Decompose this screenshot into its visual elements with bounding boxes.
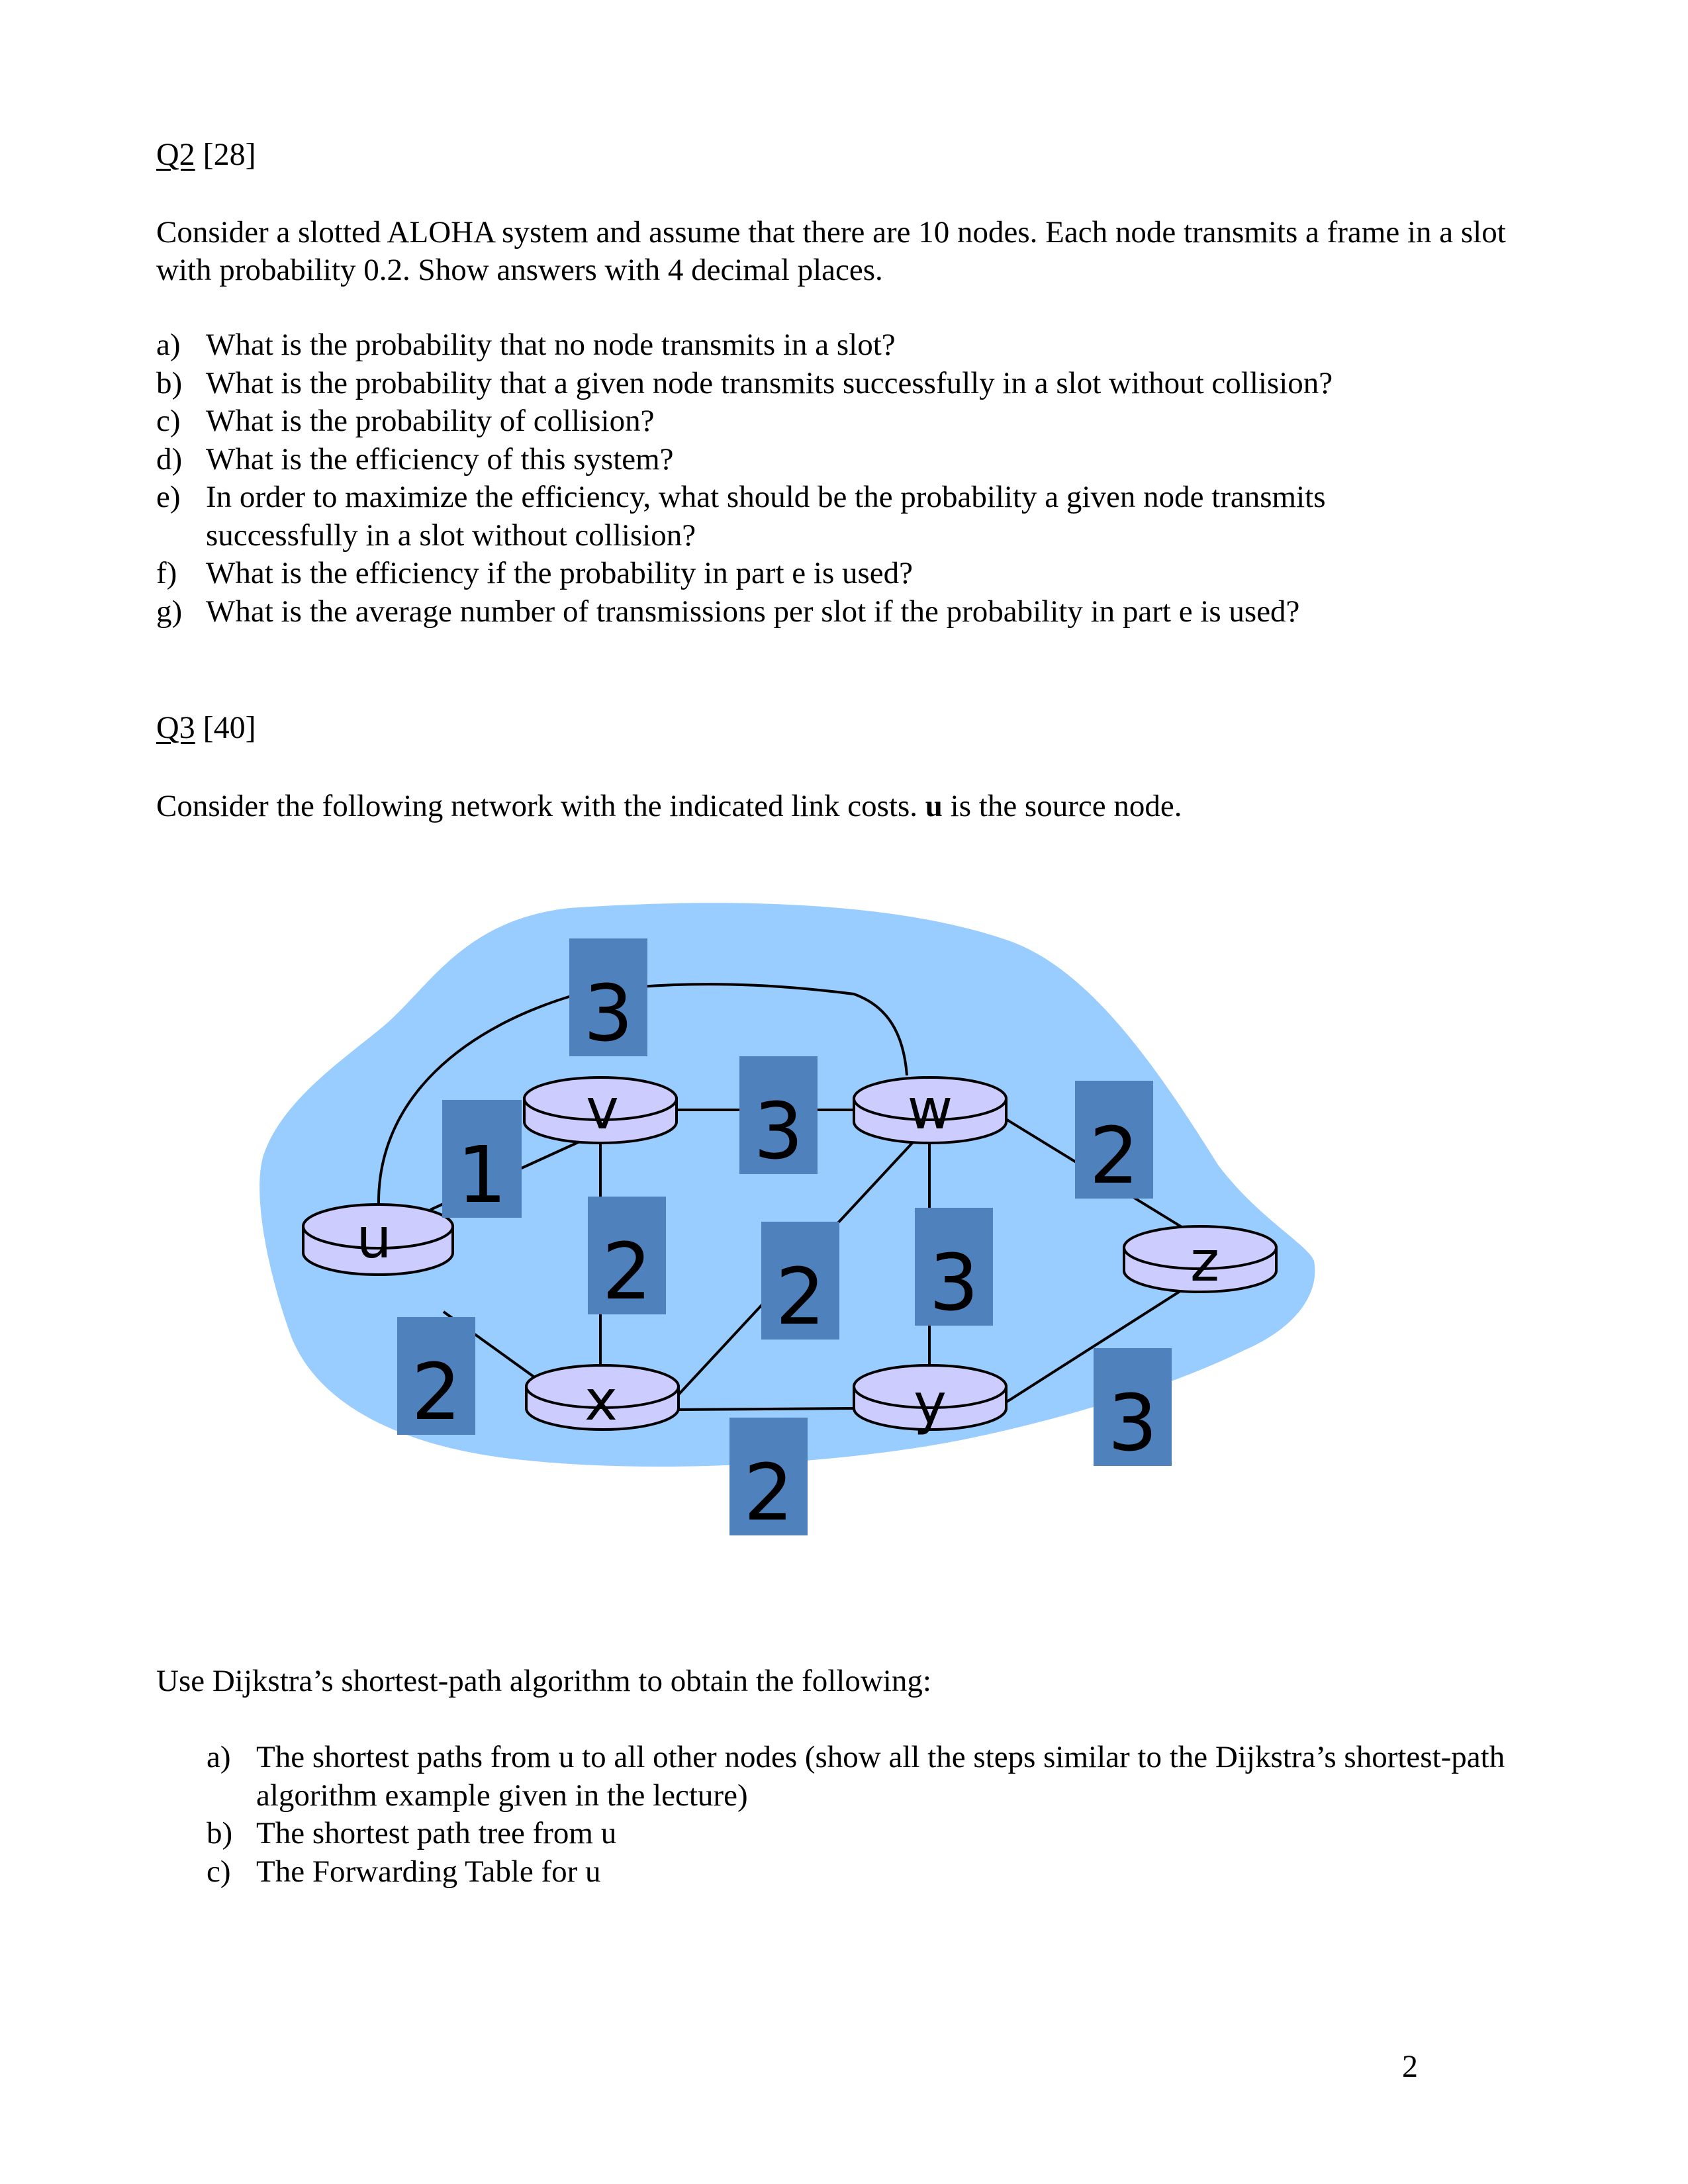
q3-question-list [207,1739,1544,1891]
cost-label-u-v [442,1100,522,1220]
q2-intro: Consider a slotted ALOHA system and assume that there are 10 nodes. Each node transmits a frame in a slot with probability 0.2. Show answers with 4 decimal places. [156,215,1506,287]
q2-item-g: g) What is the average number of transmissions per slot if the probability in part e is used? [156,594,1300,629]
svg-text:2: 2 [775,1251,825,1342]
q3-item-c: c) The Forwarding Table for u [207,1854,601,1889]
svg-text:3: 3 [583,968,633,1059]
cost-label-x-y [729,1418,808,1538]
q2-item-f: f) What is the efficiency if the probability in part e is used? [156,556,914,590]
q3-item-b: b) The shortest path tree from u [207,1816,617,1850]
q2-item-d: d) What is the efficiency of this system? [156,441,674,477]
q2-number: Q2 [156,137,195,172]
svg-text:2: 2 [743,1447,794,1538]
q2-item-b: b) What is the probability that a given node transmits successfully in a slot without collision? [156,365,1333,400]
link-x-y [675,1408,857,1410]
cost-label-y-z [1094,1348,1172,1469]
cost-label-x-w [761,1222,839,1342]
node-label-v: v [586,1077,619,1142]
svg-text:3: 3 [1107,1377,1158,1469]
cost-label-u-x [397,1317,475,1437]
node-label-y: y [914,1371,947,1436]
svg-text:3: 3 [753,1085,804,1177]
q2-item-e: e) In order to maximize the efficiency, what should be the probability a given node transmits successfully in a slot without collision? [156,480,1326,553]
cost-label-u-w [569,938,647,1059]
svg-text:3: 3 [929,1237,979,1328]
cost-label-w-y [915,1208,993,1328]
router-x [526,1365,679,1433]
cost-label-v-w [739,1056,818,1177]
node-label-x: x [585,1368,618,1433]
router-w [854,1077,1006,1143]
router-z [1124,1226,1276,1294]
node-label-w: w [907,1077,953,1142]
q2-item-c: c) What is the probability of collision? [156,404,655,438]
cost-label-v-x [588,1197,666,1317]
page-number: 2 [1402,2049,1418,2084]
q2-item-a: a) What is the probability that no node transmits in a slot? [156,328,896,362]
router-u [303,1205,453,1275]
svg-text:2: 2 [1089,1110,1139,1201]
q3-instruction: Use Dijkstra’s shortest-path algorithm to obtain the following: [156,1664,931,1698]
cost-label-w-z [1075,1081,1153,1201]
q3-points: [40] [203,710,256,745]
svg-text:2: 2 [411,1346,461,1437]
q3-number: Q3 [156,710,195,745]
svg-text:2: 2 [602,1226,652,1317]
source-node-label: u [925,789,943,823]
node-label-u: u [356,1206,392,1271]
router-v [524,1077,677,1143]
svg-text:1: 1 [457,1129,507,1220]
q2-points: [28] [203,137,256,172]
q3-item-a: a) The shortest paths from u to all other nodes (show all the steps similar to the Dijkstra’s shortest-path algorithm example given in the lecture) [207,1740,1505,1813]
q3-intro: Consider the following network with the indicated link costs. u is the source node. [156,789,1182,823]
node-label-z: z [1190,1229,1220,1294]
